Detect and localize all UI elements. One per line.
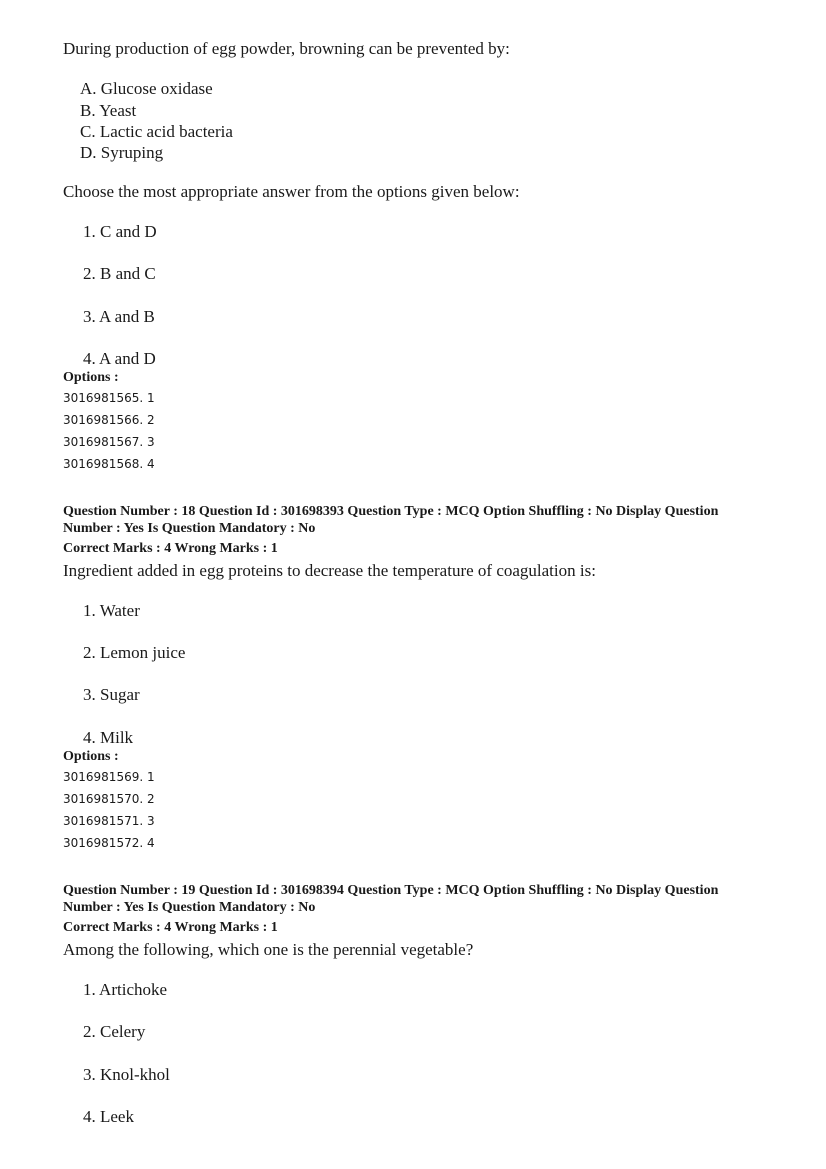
options-label: Options : bbox=[63, 749, 119, 764]
choice-2: 2. B and C bbox=[83, 264, 156, 283]
choice-3: 3. Sugar bbox=[83, 685, 140, 704]
question-19-text: Among the following, which one is the perennial vegetable? bbox=[63, 940, 474, 959]
options-label: Options : bbox=[63, 370, 119, 385]
choice-3: 3. A and B bbox=[83, 307, 155, 326]
choice-4: 4. Milk bbox=[83, 728, 134, 747]
question-19-meta-cont: Number : Yes Is Question Mandatory : No bbox=[63, 900, 316, 915]
statement-d: D. Syruping bbox=[80, 143, 164, 162]
option-id: 3016981568. 4 bbox=[63, 457, 155, 471]
statement-a: A. Glucose oxidase bbox=[80, 79, 213, 98]
question-18-meta-cont: Number : Yes Is Question Mandatory : No bbox=[63, 521, 316, 536]
choice-1: 1. Artichoke bbox=[83, 980, 168, 999]
choice-4: 4. Leek bbox=[83, 1107, 134, 1126]
option-id: 3016981569. 1 bbox=[63, 770, 155, 784]
question-18-text: Ingredient added in egg proteins to decrease the temperature of coagulation is: bbox=[63, 561, 596, 580]
option-id: 3016981567. 3 bbox=[63, 435, 155, 449]
statement-b: B. Yeast bbox=[80, 101, 137, 120]
question-17-instruction: Choose the most appropriate answer from the options given below: bbox=[63, 182, 520, 201]
option-id: 3016981571. 3 bbox=[63, 814, 155, 828]
option-id: 3016981572. 4 bbox=[63, 836, 155, 850]
question-19-meta: Question Number : 19 Question Id : 301698394 Question Type : MCQ Option Shuffling : No Display Question bbox=[63, 883, 719, 898]
option-id: 3016981566. 2 bbox=[63, 413, 155, 427]
option-id: 3016981570. 2 bbox=[63, 792, 155, 806]
choice-4: 4. A and D bbox=[83, 349, 156, 368]
choice-2: 2. Lemon juice bbox=[83, 643, 186, 662]
statement-c: C. Lactic acid bacteria bbox=[80, 122, 233, 141]
question-17-text: During production of egg powder, browning can be prevented by: bbox=[63, 39, 510, 58]
choice-3: 3. Knol-khol bbox=[83, 1065, 170, 1084]
option-id: 3016981565. 1 bbox=[63, 391, 155, 405]
choice-1: 1. Water bbox=[83, 601, 140, 620]
question-19-marks: Correct Marks : 4 Wrong Marks : 1 bbox=[63, 920, 278, 935]
question-18-marks: Correct Marks : 4 Wrong Marks : 1 bbox=[63, 541, 278, 556]
question-18-meta: Question Number : 18 Question Id : 301698393 Question Type : MCQ Option Shuffling : No Display Question bbox=[63, 504, 719, 519]
choice-2: 2. Celery bbox=[83, 1022, 146, 1041]
choice-1: 1. C and D bbox=[83, 222, 157, 241]
